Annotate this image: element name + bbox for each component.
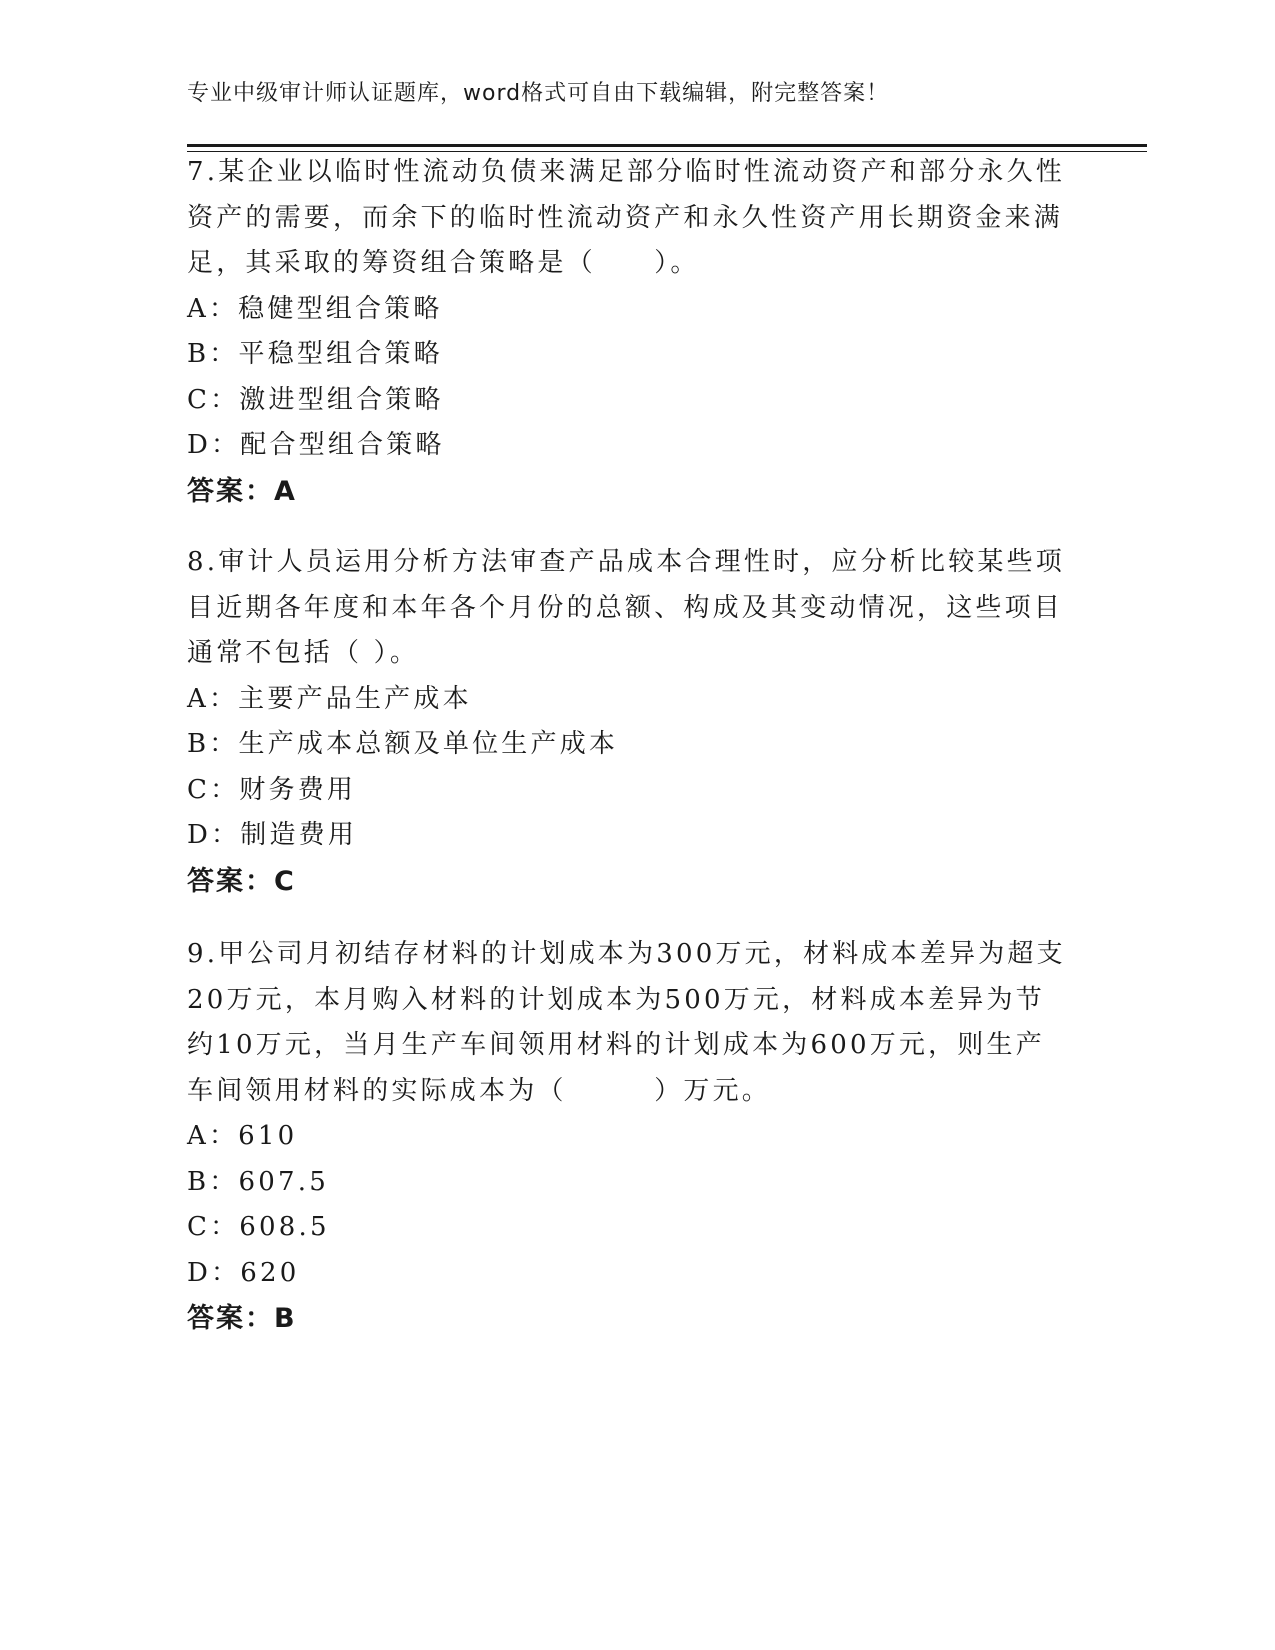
question-stem: 8.审计人员运用分析方法审查产品成本合理性时，应分析比较某些项目近期各年度和本年各个月份的总额、构成及其变动情况，这些项目通常不包括（ ）。 (187, 547, 1066, 668)
option-b: B：生产成本总额及单位生产成本 (187, 729, 619, 759)
header-rule-thick (187, 144, 1147, 147)
question-stem: 7.某企业以临时性流动负债来满足部分临时性流动资产和部分永久性资产的需要，而余下的临时性流动资产和永久性资产用长期资金来满足，其采取的筹资组合策略是（ ）。 (187, 157, 1066, 278)
option-c: C：激进型组合策略 (187, 384, 444, 415)
question-7 (187, 150, 1067, 514)
question-9 (187, 932, 1067, 1342)
option-d: D：620 (187, 1257, 300, 1288)
document-header: 专业中级审计师认证题库，word格式可自由下载编辑，附完整答案！ (187, 81, 890, 106)
option-c: C：财务费用 (187, 774, 357, 805)
option-d: D：制造费用 (187, 820, 358, 850)
option-c: C：608.5 (187, 1212, 330, 1242)
option-a: A：稳健型组合策略 (187, 293, 443, 324)
question-8 (187, 540, 1067, 904)
option-b: B：平稳型组合策略 (187, 339, 443, 369)
answer: 答案：A (187, 475, 297, 507)
answer: 答案：C (187, 865, 296, 897)
option-b: B：607.5 (187, 1166, 329, 1197)
question-stem: 9.甲公司月初结存材料的计划成本为300万元，材料成本差异为超支20万元，本月购入材料的计划成本为500万元，材料成本差异为节约10万元，当月生产车间领用材料的计划成本为600万元，则生产车间领用材料的实际成本为（ ）万元。 (187, 939, 1066, 1106)
option-a: A：610 (187, 1121, 298, 1151)
option-d: D：配合型组合策略 (187, 430, 445, 460)
answer: 答案：B (187, 1303, 297, 1334)
option-a: A：主要产品生产成本 (187, 683, 472, 714)
